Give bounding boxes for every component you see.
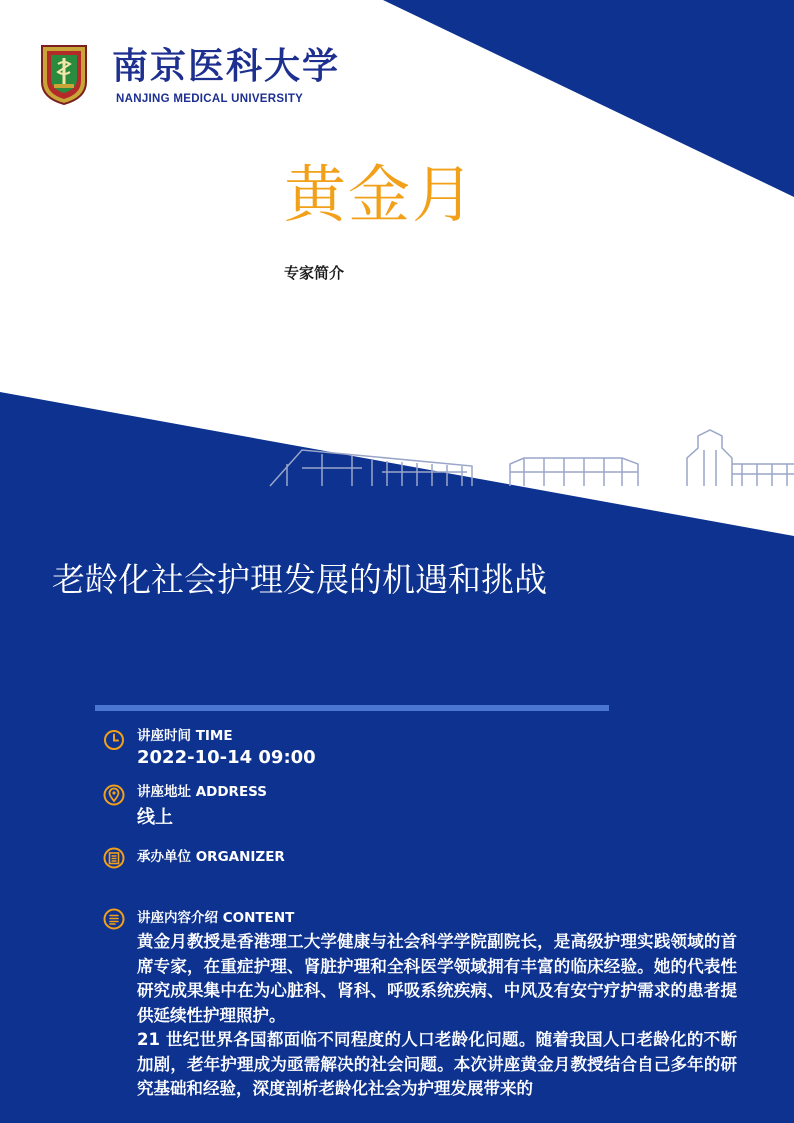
clock-icon <box>103 729 125 751</box>
time-value: 2022-10-14 09:00 <box>137 747 316 768</box>
time-label: 讲座时间 TIME <box>137 728 233 744</box>
content-body <box>137 930 737 1102</box>
university-name-en: NANJING MEDICAL UNIVERSITY <box>116 93 304 105</box>
university-name-cn: 南京医科大学 <box>112 45 341 87</box>
content-label: 讲座内容介绍 CONTENT <box>137 910 295 926</box>
university-emblem-icon <box>40 44 88 106</box>
location-pin-icon <box>103 784 125 806</box>
organizer-label: 承办单位 ORGANIZER <box>137 849 285 865</box>
address-value: 线上 <box>137 807 173 828</box>
building-icon <box>103 847 125 869</box>
content-paragraph-2: 21 世纪世界各国都面临不同程度的人口老龄化问题。随着我国人口老龄化的不断加剧，老年护理成为亟需解决的社会问题。本次讲座黄金月教授结合自己多年的研究基础和经验，深度剖析老龄化社会为护理发展带来的 <box>137 1030 737 1098</box>
speaker-name: 黄金月 <box>284 158 477 231</box>
campus-buildings-illustration <box>262 420 794 498</box>
speaker-bio-label: 专家简介 <box>284 264 345 282</box>
content-paragraph-1: 黄金月教授是香港理工大学健康与社会科学学院副院长，是高级护理实践领域的首席专家，在重症护理、肾脏护理和全科医学领域拥有丰富的临床经验。她的代表性研究成果集中在为心脏科、肾科、呼吸系统疾病、中风及有安宁疗护需求的患者提供延续性护理照护。 <box>137 932 737 1025</box>
address-label: 讲座地址 ADDRESS <box>137 784 268 800</box>
document-list-icon <box>103 908 125 930</box>
lecture-title: 老龄化社会护理发展的机遇和挑战 <box>52 560 547 599</box>
section-divider <box>95 705 609 711</box>
